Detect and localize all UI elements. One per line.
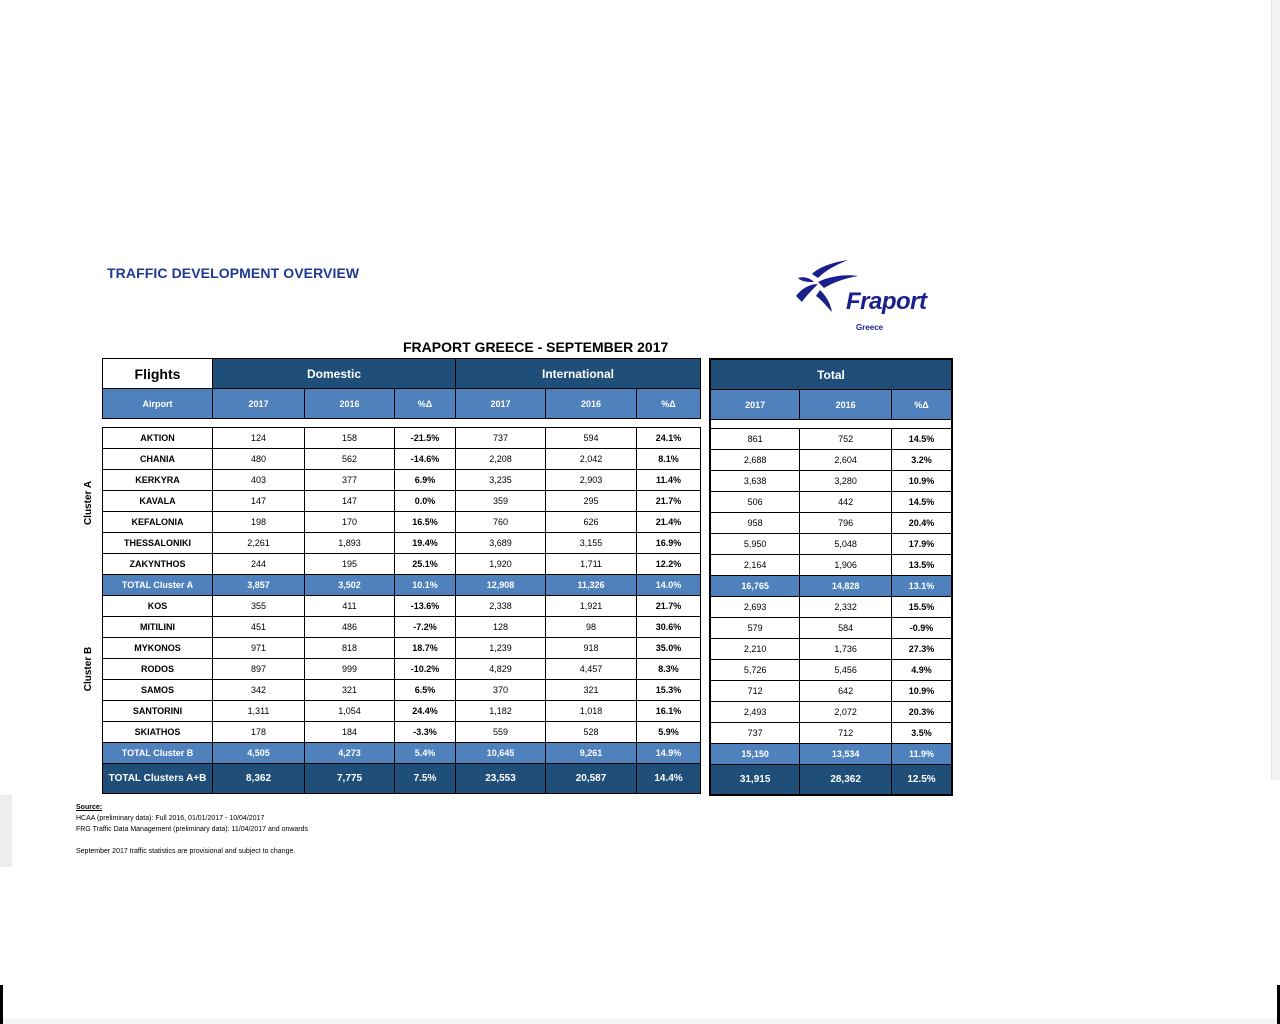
international-2016-cell: 98 — [546, 617, 637, 638]
fraport-logo — [790, 256, 950, 336]
total-pct-cell: 3.5% — [891, 723, 952, 744]
international-pct-cell: 8.1% — [637, 449, 701, 470]
international-2016-cell: 1,921 — [546, 596, 637, 617]
international-2017-cell: 1,920 — [456, 554, 546, 575]
table-row — [103, 449, 701, 470]
international-2016-cell: 2,042 — [546, 449, 637, 470]
source-notes — [76, 802, 308, 857]
international-pct-cell: 11.4% — [637, 470, 701, 491]
total-2016-cell: 5,048 — [800, 534, 892, 555]
domestic-2016-cell: 999 — [305, 659, 395, 680]
table-row — [103, 512, 701, 533]
left-panel-edge — [0, 795, 12, 867]
subtotal-row — [103, 743, 701, 764]
table-row — [103, 470, 701, 491]
international-2016-cell: 9,261 — [546, 743, 637, 764]
domestic-2017-cell: 3,857 — [213, 575, 305, 596]
international-2017-cell: 359 — [456, 491, 546, 512]
table-title: FRAPORT GREECE - SEPTEMBER 2017 — [403, 339, 669, 355]
domestic-2016-cell: 562 — [305, 449, 395, 470]
total-2017-cell: 2,210 — [710, 639, 800, 660]
total-2016-cell: 14,828 — [800, 576, 892, 597]
airport-cell: CHANIA — [103, 449, 213, 470]
international-pct-cell: 14.4% — [637, 764, 701, 794]
domestic-2017-cell: 355 — [213, 596, 305, 617]
international-2016-cell: 1,711 — [546, 554, 637, 575]
international-2017-header: 2017 — [456, 389, 546, 419]
table-row — [710, 639, 952, 660]
international-header: International — [456, 359, 701, 389]
source-line-hcaa: HCAA (preliminary data): Full 2016, 01/01/2017 - 10/04/2017 — [76, 815, 265, 822]
domestic-pct-cell: -13.6% — [395, 596, 456, 617]
airport-cell: KERKYRA — [103, 470, 213, 491]
domestic-2017-cell: 178 — [213, 722, 305, 743]
domestic-2016-cell: 7,775 — [305, 764, 395, 794]
domestic-pct-cell: -7.2% — [395, 617, 456, 638]
domestic-2016-cell: 158 — [305, 428, 395, 449]
domestic-2017-cell: 8,362 — [213, 764, 305, 794]
source-label: Source: — [76, 804, 103, 811]
domestic-2017-cell: 124 — [213, 428, 305, 449]
international-pct-cell: 5.9% — [637, 722, 701, 743]
airport-cell: TOTAL Clusters A+B — [103, 764, 213, 794]
source-line-frg: FRG Traffic Data Management (preliminary data): 11/04/2017 and onwards — [76, 826, 309, 833]
total-pct-cell: 20.3% — [891, 702, 952, 723]
airport-cell: TOTAL Cluster B — [103, 743, 213, 764]
international-2016-cell: 2,903 — [546, 470, 637, 491]
total-pct-cell: 15.5% — [891, 597, 952, 618]
domestic-2016-cell: 486 — [305, 617, 395, 638]
total-pct-cell: 17.9% — [891, 534, 952, 555]
total-2017-cell: 958 — [710, 513, 800, 534]
international-2017-cell: 128 — [456, 617, 546, 638]
international-2017-cell: 2,208 — [456, 449, 546, 470]
international-pct-cell: 14.9% — [637, 743, 701, 764]
total-2016-cell: 752 — [800, 429, 892, 450]
table-row — [710, 660, 952, 681]
total-2017-cell: 861 — [710, 429, 800, 450]
table-row — [710, 492, 952, 513]
table-row — [103, 533, 701, 554]
domestic-2016-header: 2016 — [305, 389, 395, 419]
domestic-pct-cell: 24.4% — [395, 701, 456, 722]
total-2016-cell: 1,736 — [800, 639, 892, 660]
cluster-b-label: Cluster B — [83, 646, 94, 692]
total-2016-cell: 5,456 — [800, 660, 892, 681]
total-table — [709, 358, 953, 796]
airport-cell: SANTORINI — [103, 701, 213, 722]
total-2017-cell: 15,150 — [710, 744, 800, 765]
domestic-pct-cell: 10.1% — [395, 575, 456, 596]
total-pct-cell: 3.2% — [891, 450, 952, 471]
domestic-2016-cell: 411 — [305, 596, 395, 617]
logo-wordmark: Fraport — [846, 288, 927, 315]
total-pct-cell: 13.5% — [891, 555, 952, 576]
table-row — [103, 596, 701, 617]
total-2016-cell: 712 — [800, 723, 892, 744]
total-pct-cell: 12.5% — [891, 765, 952, 796]
domestic-2017-cell: 897 — [213, 659, 305, 680]
table-row — [103, 491, 701, 512]
total-pct-cell: 10.9% — [891, 681, 952, 702]
international-2016-cell: 594 — [546, 428, 637, 449]
domestic-2017-cell: 147 — [213, 491, 305, 512]
international-2017-cell: 2,338 — [456, 596, 546, 617]
table-row — [710, 597, 952, 618]
total-2016-cell: 2,072 — [800, 702, 892, 723]
international-2016-cell: 626 — [546, 512, 637, 533]
table-row — [710, 429, 952, 450]
total-pct-header: %Δ — [891, 390, 952, 420]
total-2017-cell: 579 — [710, 618, 800, 639]
domestic-2017-cell: 971 — [213, 638, 305, 659]
domestic-pct-cell: -10.2% — [395, 659, 456, 680]
table-row — [710, 618, 952, 639]
domestic-2017-cell: 244 — [213, 554, 305, 575]
domestic-2016-cell: 1,054 — [305, 701, 395, 722]
domestic-pct-cell: 25.1% — [395, 554, 456, 575]
airport-cell: TOTAL Cluster A — [103, 575, 213, 596]
domestic-pct-cell: 0.0% — [395, 491, 456, 512]
international-2016-cell: 1,018 — [546, 701, 637, 722]
international-pct-cell: 24.1% — [637, 428, 701, 449]
table-row — [103, 722, 701, 743]
total-2017-cell: 3,638 — [710, 471, 800, 492]
airport-cell: AKTION — [103, 428, 213, 449]
airport-cell: ZAKYNTHOS — [103, 554, 213, 575]
subtotal-row — [103, 575, 701, 596]
international-pct-cell: 8.3% — [637, 659, 701, 680]
international-2017-cell: 3,689 — [456, 533, 546, 554]
international-2017-cell: 760 — [456, 512, 546, 533]
total-2016-cell: 584 — [800, 618, 892, 639]
international-2016-cell: 528 — [546, 722, 637, 743]
international-pct-cell: 16.1% — [637, 701, 701, 722]
airport-cell: KOS — [103, 596, 213, 617]
total-pct-cell: 4.9% — [891, 660, 952, 681]
domestic-2016-cell: 147 — [305, 491, 395, 512]
international-pct-cell: 21.7% — [637, 491, 701, 512]
domestic-2017-cell: 4,505 — [213, 743, 305, 764]
grand-total-row — [710, 765, 952, 796]
domestic-pct-cell: 7.5% — [395, 764, 456, 794]
international-pct-cell: 30.6% — [637, 617, 701, 638]
table-row — [710, 681, 952, 702]
total-2016-cell: 13,534 — [800, 744, 892, 765]
table-row — [103, 659, 701, 680]
page-title: TRAFFIC DEVELOPMENT OVERVIEW — [107, 265, 360, 281]
international-pct-header: %Δ — [637, 389, 701, 419]
domestic-2016-cell: 195 — [305, 554, 395, 575]
international-2016-cell: 295 — [546, 491, 637, 512]
subtotal-row — [710, 576, 952, 597]
total-pct-cell: 20.4% — [891, 513, 952, 534]
total-2016-cell: 3,280 — [800, 471, 892, 492]
domestic-pct-cell: 19.4% — [395, 533, 456, 554]
international-2016-cell: 11,326 — [546, 575, 637, 596]
total-pct-cell: 13.1% — [891, 576, 952, 597]
international-2016-cell: 3,155 — [546, 533, 637, 554]
total-2016-cell: 1,906 — [800, 555, 892, 576]
total-2016-header: 2016 — [800, 390, 892, 420]
table-row — [710, 534, 952, 555]
bottom-strip — [0, 1019, 1280, 1024]
total-2016-cell: 2,332 — [800, 597, 892, 618]
domestic-pct-cell: 5.4% — [395, 743, 456, 764]
total-2017-cell: 16,765 — [710, 576, 800, 597]
domestic-header: Domestic — [213, 359, 456, 389]
traffic-table — [102, 358, 701, 794]
domestic-pct-cell: 6.9% — [395, 470, 456, 491]
airport-cell: KAVALA — [103, 491, 213, 512]
international-pct-cell: 21.4% — [637, 512, 701, 533]
international-pct-cell: 35.0% — [637, 638, 701, 659]
international-2017-cell: 4,829 — [456, 659, 546, 680]
airport-cell: SKIATHOS — [103, 722, 213, 743]
table-row — [710, 702, 952, 723]
airport-cell: SAMOS — [103, 680, 213, 701]
international-2017-cell: 1,239 — [456, 638, 546, 659]
international-2017-cell: 23,553 — [456, 764, 546, 794]
table-row — [710, 555, 952, 576]
total-2016-cell: 442 — [800, 492, 892, 513]
logo-subtitle: Greece — [856, 323, 884, 332]
total-2016-cell: 2,604 — [800, 450, 892, 471]
total-2017-cell: 2,693 — [710, 597, 800, 618]
total-pct-cell: 27.3% — [891, 639, 952, 660]
international-pct-cell: 12.2% — [637, 554, 701, 575]
international-2017-cell: 370 — [456, 680, 546, 701]
domestic-2016-cell: 184 — [305, 722, 395, 743]
table-row — [103, 701, 701, 722]
flights-header: Flights — [103, 359, 213, 389]
airport-cell: MYKONOS — [103, 638, 213, 659]
total-2017-cell: 712 — [710, 681, 800, 702]
total-2016-cell: 642 — [800, 681, 892, 702]
domestic-pct-cell: 16.5% — [395, 512, 456, 533]
international-2016-cell: 321 — [546, 680, 637, 701]
provisional-note: September 2017 traffic statistics are provisional and subject to change. — [76, 848, 296, 855]
total-2017-cell: 2,688 — [710, 450, 800, 471]
domestic-2017-cell: 198 — [213, 512, 305, 533]
vertical-scrollbar[interactable] — [1271, 0, 1280, 780]
total-2016-cell: 796 — [800, 513, 892, 534]
total-pct-cell: -0.9% — [891, 618, 952, 639]
domestic-pct-cell: 6.5% — [395, 680, 456, 701]
table-row — [710, 513, 952, 534]
domestic-pct-cell: 18.7% — [395, 638, 456, 659]
international-2016-cell: 918 — [546, 638, 637, 659]
total-2017-cell: 31,915 — [710, 765, 800, 796]
airport-cell: THESSALONIKI — [103, 533, 213, 554]
airport-cell: KEFALONIA — [103, 512, 213, 533]
international-2016-header: 2016 — [546, 389, 637, 419]
total-pct-cell: 14.5% — [891, 429, 952, 450]
grand-total-row — [103, 764, 701, 794]
international-2017-cell: 737 — [456, 428, 546, 449]
table-row — [103, 554, 701, 575]
domestic-2016-cell: 4,273 — [305, 743, 395, 764]
table-row — [103, 617, 701, 638]
domestic-2017-cell: 451 — [213, 617, 305, 638]
table-row — [103, 680, 701, 701]
total-2016-cell: 28,362 — [800, 765, 892, 796]
international-pct-cell: 15.3% — [637, 680, 701, 701]
total-2017-cell: 2,493 — [710, 702, 800, 723]
international-2017-cell: 12,908 — [456, 575, 546, 596]
international-pct-cell: 14.0% — [637, 575, 701, 596]
international-2017-cell: 10,645 — [456, 743, 546, 764]
domestic-pct-cell: -14.6% — [395, 449, 456, 470]
total-2017-cell: 737 — [710, 723, 800, 744]
total-2017-cell: 506 — [710, 492, 800, 513]
airport-column-header: Airport — [103, 389, 213, 419]
table-row — [103, 638, 701, 659]
total-2017-cell: 5,950 — [710, 534, 800, 555]
airport-cell: MITILINI — [103, 617, 213, 638]
international-2016-cell: 20,587 — [546, 764, 637, 794]
domestic-2016-cell: 1,893 — [305, 533, 395, 554]
left-edge-marker — [0, 985, 3, 1024]
domestic-2017-header: 2017 — [213, 389, 305, 419]
domestic-pct-cell: -21.5% — [395, 428, 456, 449]
total-2017-cell: 5,726 — [710, 660, 800, 681]
domestic-2017-cell: 342 — [213, 680, 305, 701]
domestic-2017-cell: 480 — [213, 449, 305, 470]
domestic-2016-cell: 818 — [305, 638, 395, 659]
international-2017-cell: 3,235 — [456, 470, 546, 491]
table-row — [710, 450, 952, 471]
total-2017-header: 2017 — [710, 390, 800, 420]
table-row — [710, 471, 952, 492]
domestic-pct-cell: -3.3% — [395, 722, 456, 743]
total-pct-cell: 14.5% — [891, 492, 952, 513]
table-row — [710, 723, 952, 744]
domestic-2016-cell: 3,502 — [305, 575, 395, 596]
international-pct-cell: 21.7% — [637, 596, 701, 617]
domestic-2016-cell: 170 — [305, 512, 395, 533]
domestic-2016-cell: 321 — [305, 680, 395, 701]
domestic-2017-cell: 2,261 — [213, 533, 305, 554]
domestic-2017-cell: 403 — [213, 470, 305, 491]
domestic-pct-header: %Δ — [395, 389, 456, 419]
international-pct-cell: 16.9% — [637, 533, 701, 554]
domestic-2016-cell: 377 — [305, 470, 395, 491]
total-2017-cell: 2,164 — [710, 555, 800, 576]
international-2017-cell: 559 — [456, 722, 546, 743]
cluster-a-label: Cluster A — [83, 480, 94, 526]
international-2016-cell: 4,457 — [546, 659, 637, 680]
table-row — [103, 428, 701, 449]
total-pct-cell: 11.9% — [891, 744, 952, 765]
total-header: Total — [710, 359, 952, 390]
domestic-2017-cell: 1,311 — [213, 701, 305, 722]
subtotal-row — [710, 744, 952, 765]
international-2017-cell: 1,182 — [456, 701, 546, 722]
airport-cell: RODOS — [103, 659, 213, 680]
total-pct-cell: 10.9% — [891, 471, 952, 492]
